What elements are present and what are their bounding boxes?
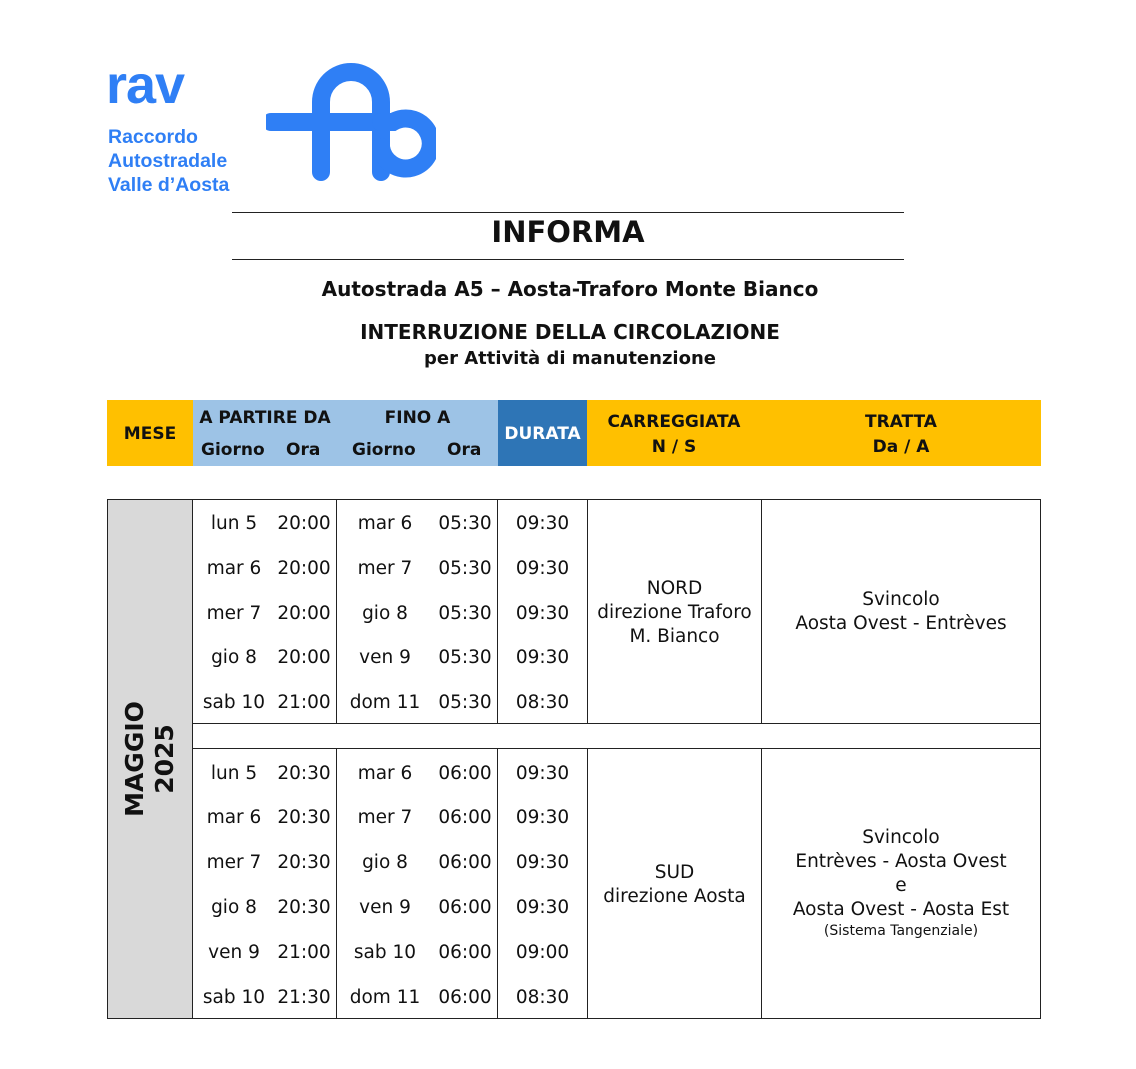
- header-fino-a: [337, 400, 498, 466]
- to-time: 05:30: [438, 647, 492, 668]
- tratta-line: e: [895, 875, 907, 896]
- duration: 09:30: [515, 513, 570, 534]
- col-divider: [192, 500, 193, 1018]
- month-name: MAGGIO: [120, 701, 149, 817]
- from-time: 20:00: [277, 513, 331, 534]
- header-tratta: [761, 400, 1041, 466]
- tratta-line: Svincolo: [862, 827, 940, 848]
- header-to-giorno: Giorno: [352, 440, 416, 460]
- carreggiata-line: SUD: [654, 862, 695, 883]
- from-time: 20:00: [277, 603, 331, 624]
- carreggiata-line: direzione Traforo: [597, 602, 752, 623]
- logo-wordmark: rav: [106, 55, 185, 115]
- header-a-partire-da-label: A PARTIRE DA: [199, 408, 331, 428]
- from-time: 20:30: [277, 852, 331, 873]
- nord-tratta: [762, 588, 1040, 636]
- from-day: ven 9: [208, 942, 260, 963]
- col-divider: [336, 749, 337, 1018]
- header-to-ora: Ora: [447, 440, 482, 460]
- header-durata-label: DURATA: [504, 424, 581, 444]
- schedule-table: [107, 499, 1041, 1019]
- logo-line-2: Autostradale: [108, 150, 228, 172]
- row-divider: [192, 748, 1040, 749]
- to-day: dom 11: [349, 692, 421, 713]
- from-time: 20:00: [277, 558, 331, 579]
- from-time: 20:30: [277, 897, 331, 918]
- to-day: mer 7: [357, 558, 413, 579]
- to-time: 06:00: [438, 942, 492, 963]
- to-time: 05:30: [438, 692, 492, 713]
- top-rule: [232, 212, 904, 213]
- from-time: 20:30: [277, 763, 331, 784]
- header-a-partire-da: [193, 400, 337, 466]
- sud-tratta: [762, 826, 1040, 940]
- duration: 09:30: [515, 763, 570, 784]
- tratta-line: Aosta Ovest - Entrèves: [795, 613, 1007, 634]
- header-carreggiata-label: CARREGGIATA: [607, 412, 741, 432]
- from-day: mer 7: [206, 603, 262, 624]
- logo-line-3: Valle d’Aosta: [108, 174, 230, 196]
- from-day: mar 6: [206, 807, 262, 828]
- to-day: mar 6: [357, 763, 413, 784]
- to-time: 06:00: [438, 763, 492, 784]
- header-mese: [107, 400, 193, 466]
- tratta-line: Entrèves - Aosta Ovest: [795, 851, 1007, 872]
- nord-carreggiata: [588, 577, 761, 649]
- tratta-note: (Sistema Tangenziale): [823, 923, 979, 939]
- month-cell: [108, 500, 192, 1018]
- header-durata: [498, 400, 587, 466]
- header-tratta-sub: Da / A: [872, 437, 930, 457]
- duration: 09:30: [515, 897, 570, 918]
- header-from-giorno: Giorno: [201, 440, 265, 460]
- to-day: mer 7: [357, 807, 413, 828]
- duration: 08:30: [515, 987, 570, 1008]
- to-day: ven 9: [359, 647, 411, 668]
- header-tratta-label: TRATTA: [865, 412, 937, 432]
- duration: 09:30: [515, 558, 570, 579]
- to-time: 06:00: [438, 897, 492, 918]
- from-day: sab 10: [202, 692, 266, 713]
- duration: 09:30: [515, 807, 570, 828]
- subtitle: Autostrada A5 – Aosta-Traforo Monte Bianco: [321, 277, 819, 301]
- to-time: 06:00: [438, 852, 492, 873]
- header-carreggiata: [587, 400, 761, 466]
- duration: 09:30: [515, 852, 570, 873]
- to-day: dom 11: [349, 987, 421, 1008]
- duration: 09:00: [515, 942, 570, 963]
- header-carreggiata-sub: N / S: [651, 437, 697, 457]
- from-day: gio 8: [211, 897, 257, 918]
- header-mese-label: MESE: [123, 424, 177, 444]
- from-time: 21:30: [277, 987, 331, 1008]
- duration: 09:30: [515, 647, 570, 668]
- from-time: 20:00: [277, 647, 331, 668]
- duration: 08:30: [515, 692, 570, 713]
- to-day: mar 6: [357, 513, 413, 534]
- to-time: 05:30: [438, 513, 492, 534]
- to-day: sab 10: [353, 942, 417, 963]
- header-from-ora: Ora: [286, 440, 321, 460]
- carreggiata-line: direzione Aosta: [603, 886, 746, 907]
- from-day: lun 5: [210, 763, 258, 784]
- carreggiata-line: NORD: [646, 578, 703, 599]
- page-title: INFORMA: [491, 215, 645, 249]
- row-divider: [192, 723, 1040, 724]
- tratta-line: Svincolo: [862, 589, 940, 610]
- col-divider: [497, 749, 498, 1018]
- to-day: ven 9: [359, 897, 411, 918]
- month-year: 2025: [150, 724, 179, 794]
- from-day: mar 6: [206, 558, 262, 579]
- logo-line-1: Raccordo: [108, 126, 198, 148]
- header-fino-a-label: FINO A: [384, 408, 451, 428]
- to-time: 06:00: [438, 807, 492, 828]
- logo-mark-icon: [266, 52, 436, 182]
- to-time: 05:30: [438, 558, 492, 579]
- from-time: 20:30: [277, 807, 331, 828]
- bottom-rule: [232, 259, 904, 260]
- to-time: 06:00: [438, 987, 492, 1008]
- heading-line-1: INTERRUZIONE DELLA CIRCOLAZIONE: [360, 320, 780, 344]
- duration: 09:30: [515, 603, 570, 624]
- from-day: gio 8: [211, 647, 257, 668]
- carreggiata-line: M. Bianco: [629, 626, 720, 647]
- heading-line-2: per Attività di manutenzione: [424, 348, 716, 369]
- from-time: 21:00: [277, 942, 331, 963]
- from-day: lun 5: [210, 513, 258, 534]
- to-day: gio 8: [362, 603, 408, 624]
- sud-carreggiata: [588, 861, 761, 909]
- month-label: [120, 701, 180, 817]
- from-time: 21:00: [277, 692, 331, 713]
- col-divider: [336, 500, 337, 723]
- to-day: gio 8: [362, 852, 408, 873]
- tratta-line: Aosta Ovest - Aosta Est: [792, 899, 1010, 920]
- from-day: sab 10: [202, 987, 266, 1008]
- from-day: mer 7: [206, 852, 262, 873]
- to-time: 05:30: [438, 603, 492, 624]
